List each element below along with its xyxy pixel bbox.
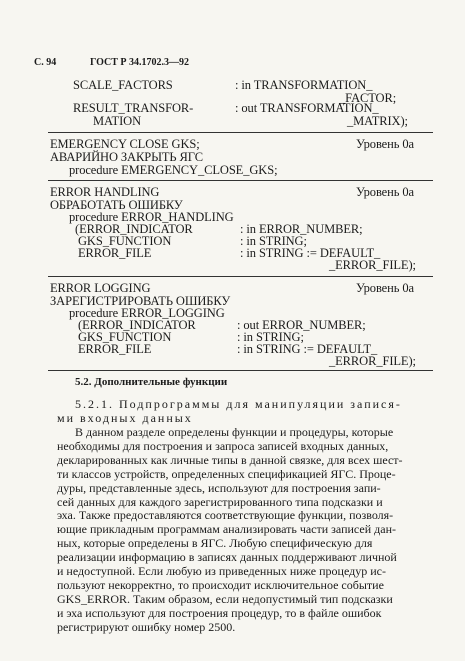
body-line: пользуют некорректно, то происходит исключительное событие <box>57 577 384 592</box>
param-type-cont: _ERROR_FILE); <box>329 258 416 272</box>
param-name: RESULT_TRANSFOR- <box>73 101 194 115</box>
subsection-heading-line: 5.2.1. Подпрограммы для манипуляции запися- <box>75 397 402 411</box>
function-title-ru: ЗАРЕГИСТРИРОВАТЬ ОШИБКУ <box>50 294 231 308</box>
param-type: : out ERROR_NUMBER; <box>237 318 366 332</box>
param-type: : in ERROR_NUMBER; <box>240 222 363 236</box>
body-line: реализации информацию в записях данных поддерживают личной <box>57 550 397 565</box>
function-title-en: ERROR HANDLING <box>50 185 160 199</box>
param-type: : in STRING; <box>240 234 307 248</box>
param-type: : in STRING := DEFAULT_ <box>240 246 381 260</box>
function-title-ru: АВАРИЙНО ЗАКРЫТЬ ЯГС <box>50 150 203 164</box>
param-name: ERROR_FILE <box>78 246 152 260</box>
procedure-signature: procedure ERROR_LOGGING <box>69 306 225 320</box>
body-line: регистрируют ошибку номер 2500. <box>57 619 236 634</box>
body-line: и недоступной. Если любую из приведенных ниже процедур ис- <box>57 564 386 578</box>
body-line: необходимы для построения и запроса записей входных данных, <box>57 438 389 453</box>
param-type: : out TRANSFORMATION_ <box>235 101 379 115</box>
body-line: эха. Также предоставляются соответствующие функции, позволя- <box>57 508 394 523</box>
level-label: Уровень 0a <box>356 137 414 151</box>
body-line: GKS_ERROR. Таким образом, если недопустимый тип подсказки <box>57 591 393 606</box>
separator-rule <box>48 132 433 133</box>
level-label: Уровень 0a <box>356 185 414 199</box>
section-number: 5.2. <box>75 376 92 388</box>
procedure-signature: procedure ERROR_HANDLING <box>69 210 234 224</box>
body-line: дуры, представленные здесь, используют для построения запи- <box>57 480 381 495</box>
function-title-en: EMERGENCY CLOSE GKS; <box>50 137 200 151</box>
separator-rule <box>48 276 433 277</box>
procedure-signature: procedure EMERGENCY_CLOSE_GKS; <box>69 163 278 177</box>
param-type-cont: _MATRIX); <box>347 114 408 128</box>
body-line: ных, которые определены в ЯГС. Любую специфическую для <box>57 536 373 551</box>
param-name: SCALE_FACTORS <box>73 78 173 92</box>
param-name: (ERROR_INDICATOR <box>75 222 193 236</box>
page-number: С. 94 <box>34 57 57 68</box>
body-line: декларированных как личные типы в данной связке, для всех шест- <box>57 452 403 467</box>
function-title-en: ERROR LOGGING <box>50 281 151 295</box>
separator-rule <box>48 370 433 371</box>
param-name: GKS_FUNCTION <box>78 330 172 344</box>
separator-rule <box>48 180 433 181</box>
param-type-cont: _FACTOR; <box>339 91 397 105</box>
param-type-cont: _ERROR_FILE); <box>329 354 416 368</box>
param-name-cont: MATION <box>93 114 142 128</box>
param-name: ERROR_FILE <box>78 342 152 356</box>
section-heading <box>75 376 227 388</box>
param-name: (ERROR_INDICATOR <box>78 318 196 332</box>
param-type: : in STRING; <box>237 330 304 344</box>
body-line: В данном разделе определены функции и процедуры, которые <box>75 425 394 439</box>
subsection-heading-line: ми входных данных <box>57 411 193 425</box>
param-name: GKS_FUNCTION <box>78 234 172 248</box>
section-title: Дополнительные функции <box>94 376 228 388</box>
body-line: сей данных для каждого зарегистрированного типа подсказки и <box>57 494 383 509</box>
param-type: : in STRING := DEFAULT_ <box>237 342 378 356</box>
body-line: ющие прикладным программам анализировать части записей дан- <box>57 522 396 537</box>
function-title-ru: ОБРАБОТАТЬ ОШИБКУ <box>50 198 183 212</box>
body-line: и эха используют для построения процедур, то в файле ошибок <box>57 605 382 620</box>
param-type: : in TRANSFORMATION_ <box>235 78 373 92</box>
standard-code: ГОСТ Р 34.1702.3—92 <box>90 57 190 68</box>
level-label: Уровень 0a <box>356 281 414 295</box>
body-line: ти классов устройств, определенных спецификацией ЯГС. Проце- <box>57 466 396 481</box>
